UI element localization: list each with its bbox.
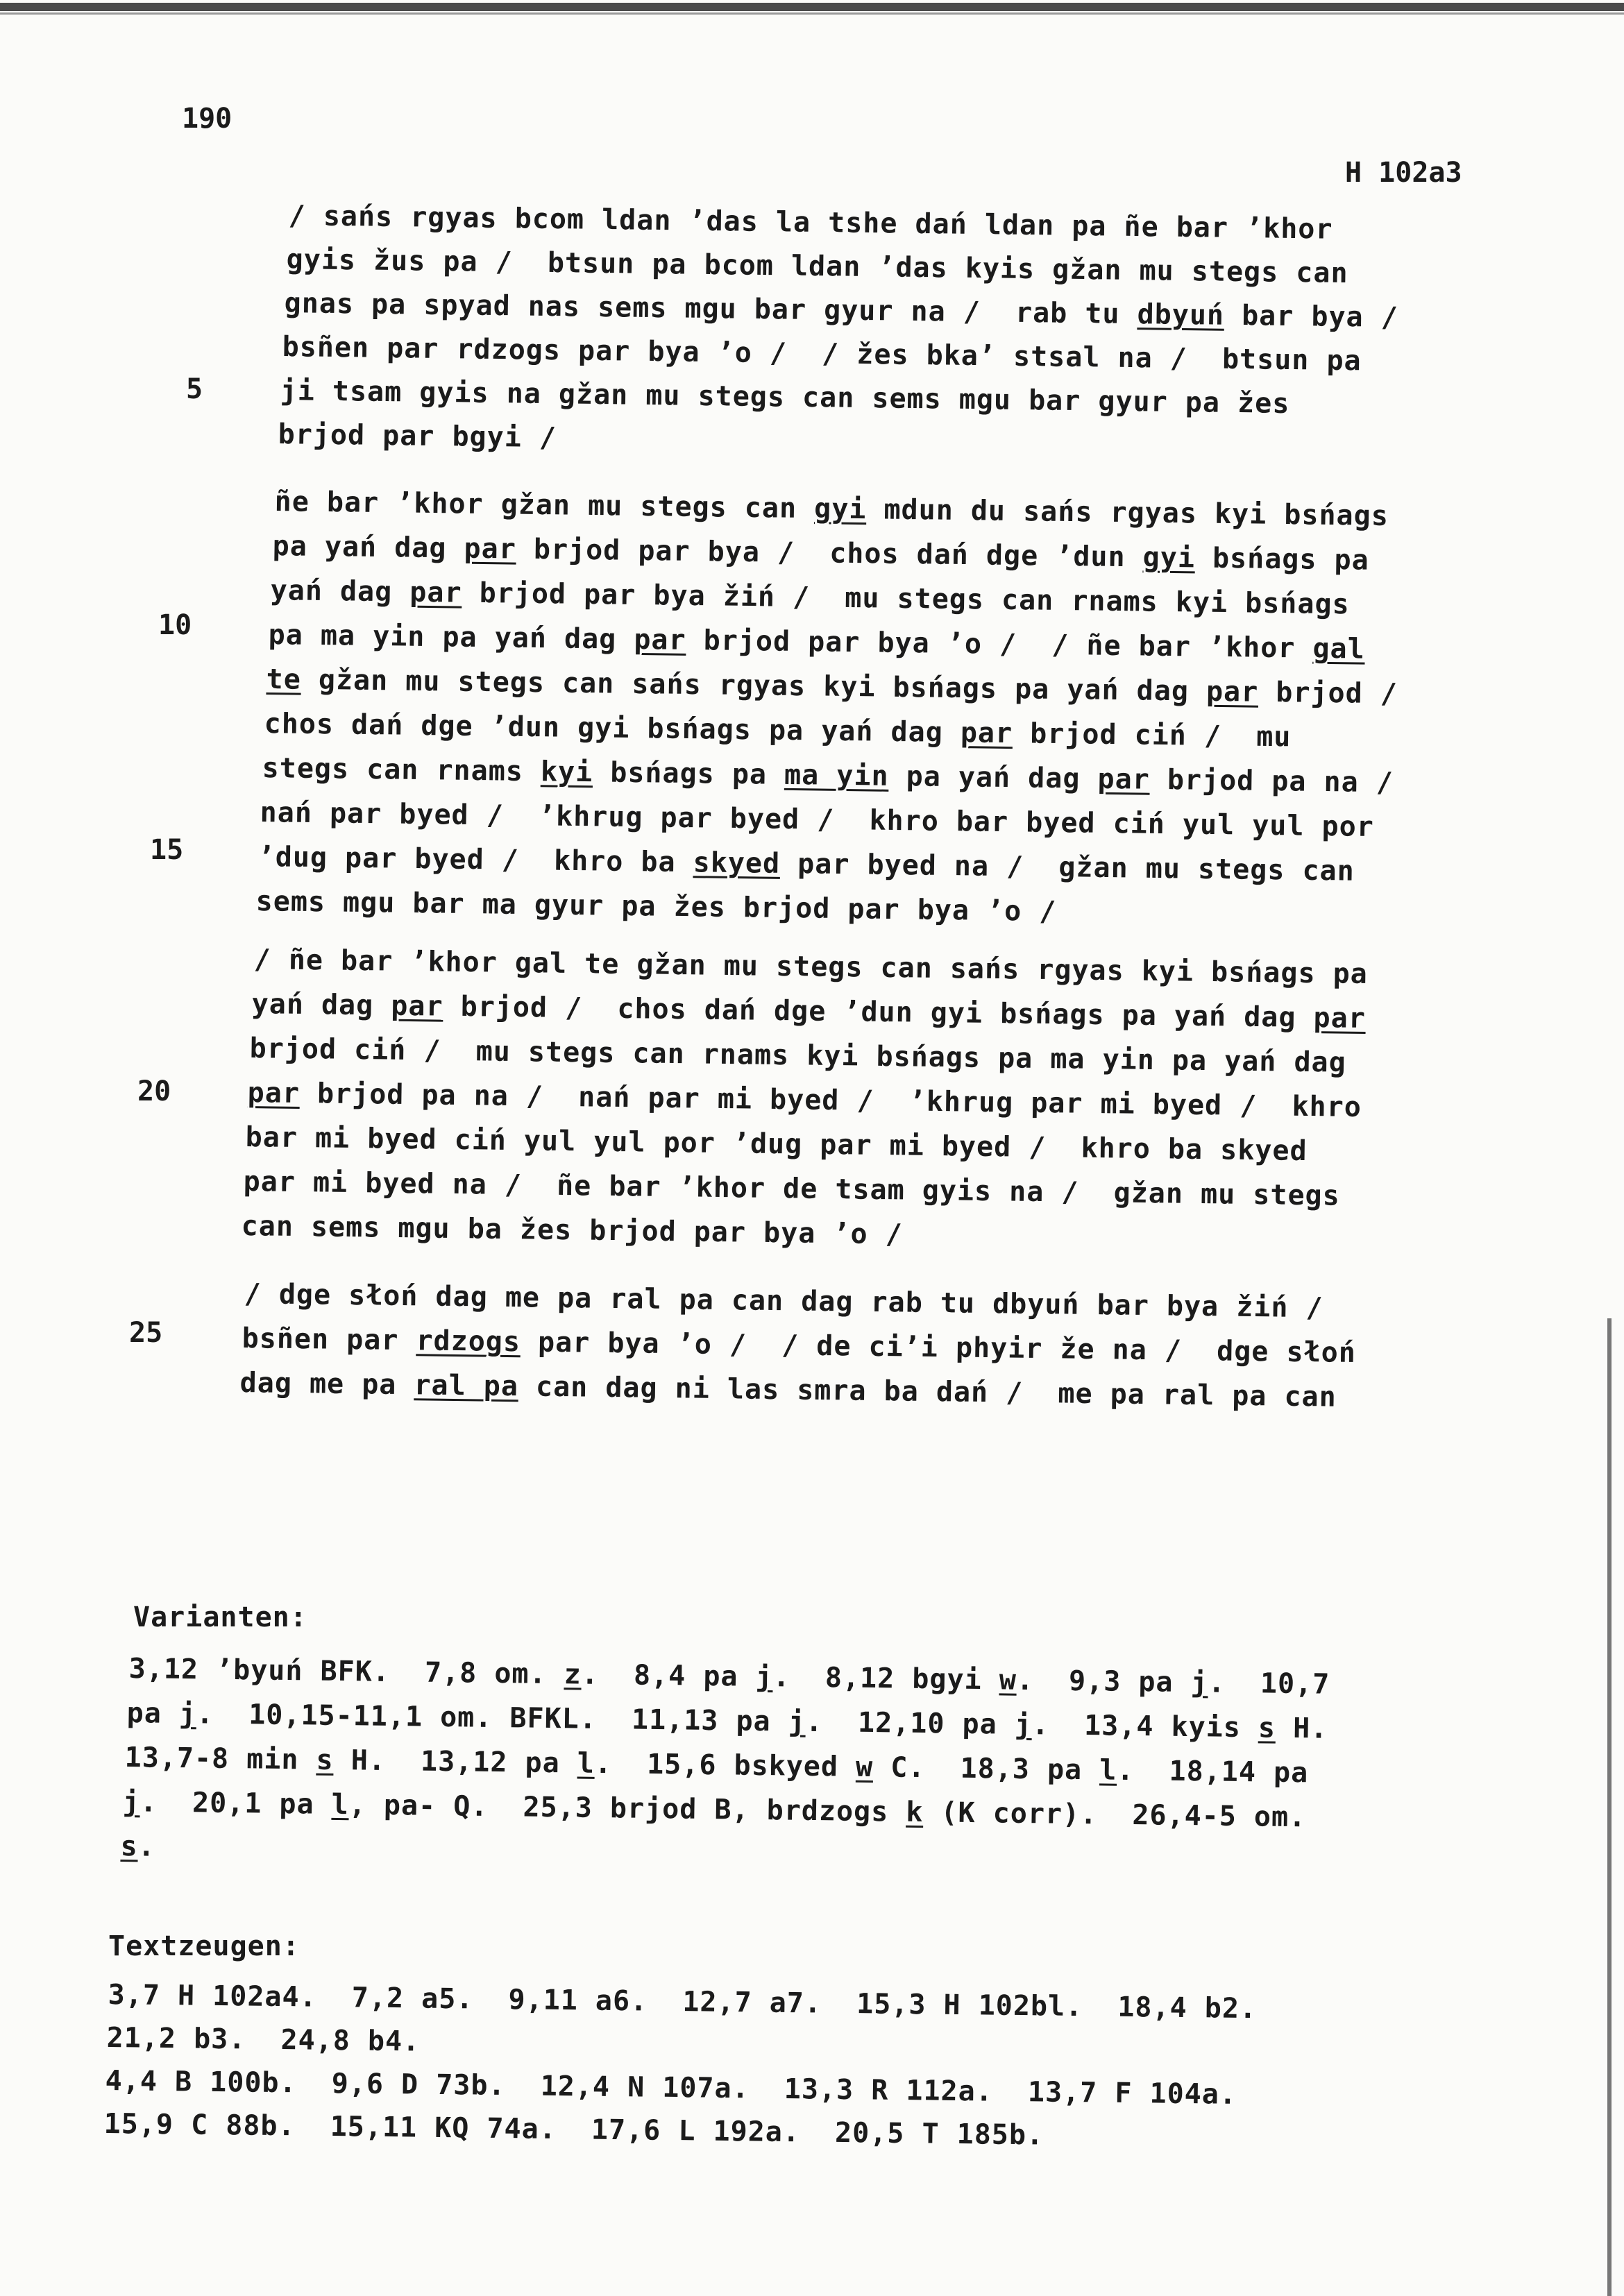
text-run: bsñen par — [242, 1323, 416, 1357]
text-run: gnas pa spyad nas sems mgu bar gyur na / rab tu — [284, 287, 1137, 331]
underlined-word: j — [788, 1706, 806, 1738]
text-run: (K corr). 26,4-5 om. — [923, 1796, 1307, 1834]
text-run: dag me pa — [239, 1367, 414, 1402]
text-run: nań par byed / ’khrug par byed / khro bar byed ciń yul yul por — [260, 797, 1375, 844]
line-number-5: 5 — [186, 373, 203, 405]
underlined-word: rdzogs — [416, 1325, 521, 1359]
text-run: . 10,7 — [1208, 1667, 1330, 1701]
text-run: / ñe bar ’khor gal te gžan mu stegs can sańs rgyas kyi bsńags pa — [253, 944, 1369, 991]
text-run: brjod ciń / mu stegs can rnams kyi bsńags pa ma yin pa yań dag — [249, 1032, 1347, 1079]
text-run: sems mgu bar ma gyur pa žes brjod par bya ’o / — [255, 885, 1057, 928]
text-run: . 12,10 pa — [805, 1706, 1015, 1741]
line-number-10: 10 — [158, 609, 192, 641]
text-run: 13,7-8 min — [124, 1742, 316, 1776]
underlined-word: kyi — [540, 756, 593, 789]
underlined-word: te — [266, 663, 302, 696]
line-number-25: 25 — [129, 1317, 163, 1349]
text-run: yań dag — [270, 575, 410, 609]
text-run: par mi byed na / ñe bar ’khor de tsam gyis na / gžan mu stegs — [243, 1166, 1341, 1212]
text-run: . 15,6 bskyed — [594, 1747, 856, 1783]
text-run: ji tsam gyis na gžan mu stegs can sems mgu bar gyur pa žes — [280, 375, 1290, 420]
text-run: / sańs rgyas bcom ldan ’das la tshe dań ldan pa ñe bar ’khor — [288, 200, 1333, 246]
text-run: bar bya / — [1224, 299, 1399, 334]
text-run: ñe bar ’khor gžan mu stegs can — [274, 486, 815, 525]
underlined-word: w — [855, 1751, 874, 1784]
variant-line — [124, 1742, 1308, 1789]
underlined-word: j — [755, 1660, 773, 1694]
text-run: chos dań dge ’dun gyi bsńags pa yań dag — [264, 708, 961, 749]
text-run: . 8,12 bgyi — [772, 1661, 1000, 1697]
text-run: gyis žus pa / btsun pa bcom ldan ’das kyis gžan mu stegs can — [286, 244, 1348, 290]
text-run: stegs can rnams — [262, 752, 541, 788]
text-line — [288, 200, 1333, 246]
text-line — [286, 244, 1348, 289]
text-run: brjod / — [1258, 676, 1398, 711]
underlined-word: gyi — [813, 493, 867, 526]
text-line — [278, 418, 557, 454]
underlined-word: l — [577, 1747, 595, 1780]
text-run: brjod / chos dań dge ’dun gyi bsńags pa yań dag — [443, 990, 1314, 1035]
underlined-word: dbyuń — [1137, 298, 1225, 332]
page-number: 190 — [182, 103, 232, 135]
text-run: bsńags pa — [1194, 542, 1370, 577]
underlined-word: par — [409, 576, 462, 609]
variant-line — [126, 1697, 1328, 1745]
underlined-word: ma yin — [784, 758, 889, 792]
text-run: 3,12 ’byuń BFK. 7,8 om. — [128, 1653, 565, 1691]
text-run: pa yań dag — [888, 760, 1098, 795]
text-run: par byed na / gžan mu stegs can — [779, 847, 1355, 887]
text-line — [245, 1121, 1307, 1167]
underlined-word: k — [906, 1796, 924, 1829]
text-run: mdun du sańs rgyas kyi bsńags — [866, 493, 1389, 533]
text-run: pa yań dag — [272, 530, 464, 565]
scan-top-edge-shadow — [0, 12, 1624, 15]
underlined-word: gal — [1312, 632, 1366, 665]
underlined-word: j — [122, 1786, 141, 1819]
underlined-word: par — [1313, 1002, 1367, 1035]
text-line — [280, 375, 1289, 420]
witness-line: 21,2 b3. 24,8 b4. — [106, 2022, 421, 2058]
underlined-word: ral pa — [414, 1369, 519, 1403]
text-run: pa ma yin pa yań dag — [268, 619, 634, 656]
text-run: . 8,4 pa — [581, 1658, 756, 1693]
witness-line: 3,7 H 102a4. 7,2 a5. 9,11 a6. 12,7 a7. 15,3 H 102bl. 18,4 b2. — [108, 1979, 1258, 2025]
scan-right-edge — [1607, 1318, 1612, 2296]
text-run: brjod pa na / — [1149, 763, 1394, 799]
text-line — [243, 1166, 1340, 1212]
text-run: can sems mgu ba žes brjod par bya ’o / — [241, 1210, 904, 1251]
text-run: par bya ’o / / de ci’i phyir že na / dge słoń — [520, 1326, 1357, 1370]
witness-line: 4,4 B 100b. 9,6 D 73b. 12,4 N 107a. 13,3 R 112a. 13,7 F 104a. — [105, 2065, 1237, 2111]
text-line — [247, 1077, 1362, 1123]
text-line — [272, 530, 1369, 577]
text-line — [262, 752, 1394, 799]
folio-reference: H 102a3 — [1345, 157, 1462, 189]
underlined-word: par — [391, 989, 443, 1023]
text-line — [257, 841, 1355, 887]
text-line — [251, 988, 1366, 1035]
underlined-word: par — [464, 532, 517, 566]
underlined-word: gyi — [1142, 541, 1196, 575]
underlined-word: j — [1190, 1667, 1209, 1699]
text-run: , pa- Q. 25,3 brjod B, brdzogs — [348, 1789, 906, 1828]
text-run: . 10,15-11,1 om. BFKL. 11,13 pa — [196, 1698, 789, 1738]
text-run: H. 13,12 pa — [333, 1744, 578, 1780]
text-run: brjod par bya / chos dań dge ’dun — [516, 533, 1144, 574]
underlined-word: par — [1206, 675, 1259, 708]
text-line — [268, 619, 1365, 665]
text-run: brjod ciń / mu — [1012, 717, 1292, 754]
underlined-word: s — [120, 1830, 139, 1863]
witnesses-heading: Textzeugen: — [108, 1930, 300, 1962]
text-line — [249, 1032, 1346, 1079]
underlined-word: par — [634, 623, 686, 656]
text-line — [244, 1278, 1323, 1324]
text-line — [270, 575, 1350, 620]
underlined-word: j — [1014, 1708, 1033, 1742]
underlined-word: l — [331, 1788, 350, 1821]
underlined-word: j — [178, 1697, 197, 1730]
text-line — [239, 1367, 1337, 1413]
scan-top-edge — [0, 3, 1624, 11]
text-run: yań dag — [251, 988, 391, 1022]
underlined-word: z — [564, 1658, 582, 1691]
text-run: ’dug par byed / khro ba — [257, 841, 694, 879]
underlined-word: par — [960, 717, 1013, 750]
text-run: . — [137, 1830, 156, 1863]
underlined-word: s — [316, 1744, 334, 1776]
underlined-word: l — [1099, 1754, 1117, 1787]
line-number-15: 15 — [150, 834, 184, 866]
text-run: brjod pa na / nań par mi byed / ’khrug par mi byed / khro — [299, 1077, 1362, 1124]
text-run: C. 18,3 pa — [872, 1751, 1100, 1787]
underlined-word: par — [1097, 763, 1151, 796]
text-run: H. — [1275, 1712, 1328, 1745]
text-run: . 13,4 kyis — [1031, 1709, 1259, 1744]
line-number-20: 20 — [137, 1075, 171, 1107]
text-run: can dag ni las smra ba dań / me pa ral pa can — [518, 1370, 1337, 1413]
text-run: pa — [126, 1697, 180, 1730]
text-run: gžan mu stegs can sańs rgyas kyi bsńags pa yań dag — [301, 663, 1207, 708]
text-line — [266, 663, 1398, 710]
text-line — [284, 287, 1398, 334]
variant-line — [120, 1830, 155, 1863]
underlined-word: par — [247, 1077, 301, 1109]
text-run: . 9,3 pa — [1016, 1664, 1191, 1699]
witness-line: 15,9 C 88b. 15,11 KQ 74a. 17,6 L 192a. 20,5 T 185b. — [103, 2108, 1044, 2152]
text-run: . 18,14 pa — [1117, 1754, 1309, 1789]
text-line — [274, 486, 1389, 532]
text-line — [253, 944, 1368, 990]
underlined-word: w — [999, 1664, 1017, 1697]
text-line — [282, 331, 1362, 377]
text-run: brjod par bgyi / — [278, 418, 557, 454]
variants-heading: Varianten: — [133, 1601, 307, 1633]
variant-line — [122, 1786, 1306, 1833]
text-run: . 20,1 pa — [139, 1786, 332, 1821]
text-run: bar mi byed ciń yul yul por ’dug par mi byed / khro ba skyed — [245, 1121, 1308, 1168]
text-run: bsńags pa — [592, 756, 785, 791]
text-line — [264, 708, 1291, 753]
text-run: brjod par bya žiń / mu stegs can rnams kyi bsńags — [462, 577, 1350, 621]
text-line — [255, 885, 1056, 928]
text-run: brjod par bya ’o / / ñe bar ’khor — [686, 624, 1313, 665]
underlined-word: skyed — [693, 847, 781, 880]
variant-line — [128, 1653, 1330, 1701]
text-line — [242, 1323, 1356, 1369]
text-run: / dge słoń dag me pa ral pa can dag rab tu dbyuń bar bya žiń / — [244, 1278, 1323, 1325]
text-line — [260, 797, 1374, 843]
text-line — [241, 1210, 903, 1250]
text-run: bsñen par rdzogs par bya ’o / / žes bka’ stsal na / btsun pa — [282, 331, 1362, 377]
underlined-word: s — [1258, 1712, 1276, 1744]
